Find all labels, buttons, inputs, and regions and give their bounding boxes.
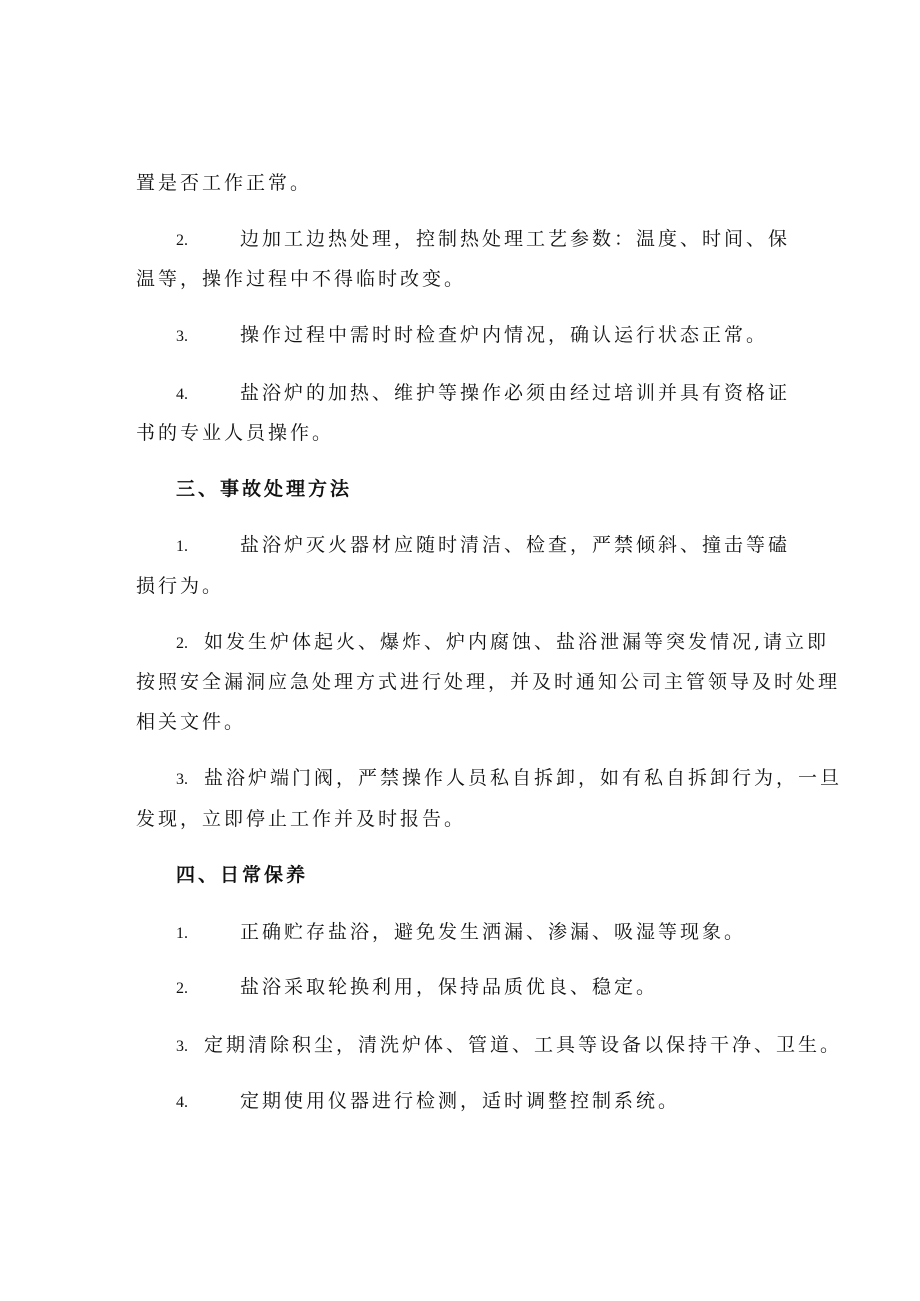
paragraph-tail-line: 置是否工作正常。	[136, 172, 313, 194]
item-text-line: 定期清除积尘，清洗炉体、管道、工具等设备以保持干净、卫生。	[204, 1034, 843, 1056]
item-number: 2.	[176, 635, 188, 652]
item-text-line: 盐浴炉的加热、维护等操作必须由经过培训并具有资格证	[240, 382, 791, 404]
item-number: 1.	[176, 925, 188, 942]
item-text-line: 如发生炉体起火、爆炸、炉内腐蚀、盐浴泄漏等突发情况,请立即	[204, 631, 830, 653]
section-heading: 三、事故处理方法	[176, 478, 353, 500]
item-number: 4.	[176, 1094, 188, 1111]
item-text-line: 盐浴炉灭火器材应随时清洁、检查，严禁倾斜、撞击等磕	[240, 534, 791, 556]
item-text-line: 书的专业人员操作。	[136, 422, 335, 444]
item-number: 4.	[176, 386, 188, 403]
item-text-line: 正确贮存盐浴，避免发生洒漏、渗漏、吸湿等现象。	[240, 921, 747, 943]
section-heading: 四、日常保养	[176, 864, 309, 886]
item-text-line: 定期使用仪器进行检测，适时调整控制系统。	[240, 1090, 681, 1112]
item-number: 2.	[176, 980, 188, 997]
item-number: 3.	[176, 1038, 188, 1055]
item-number: 2.	[176, 232, 188, 249]
item-text-line: 按照安全漏洞应急处理方式进行处理，并及时通知公司主管领导及时处理	[136, 671, 841, 693]
item-number: 1.	[176, 538, 188, 555]
item-number: 3.	[176, 328, 188, 345]
item-text-line: 盐浴采取轮换利用，保持品质优良、稳定。	[240, 976, 659, 998]
item-text-line: 边加工边热处理，控制热处理工艺参数：温度、时间、保	[240, 228, 791, 250]
item-text-line: 损行为。	[136, 575, 225, 597]
item-text-line: 温等，操作过程中不得临时改变。	[136, 268, 467, 290]
item-text-line: 发现，立即停止工作并及时报告。	[136, 808, 467, 830]
item-number: 3.	[176, 771, 188, 788]
item-text-line: 盐浴炉端门阀，严禁操作人员私自拆卸，如有私自拆卸行为，一旦	[204, 767, 843, 789]
item-text-line: 操作过程中需时时检查炉内情况，确认运行状态正常。	[240, 324, 769, 346]
item-text-line: 相关文件。	[136, 711, 247, 733]
